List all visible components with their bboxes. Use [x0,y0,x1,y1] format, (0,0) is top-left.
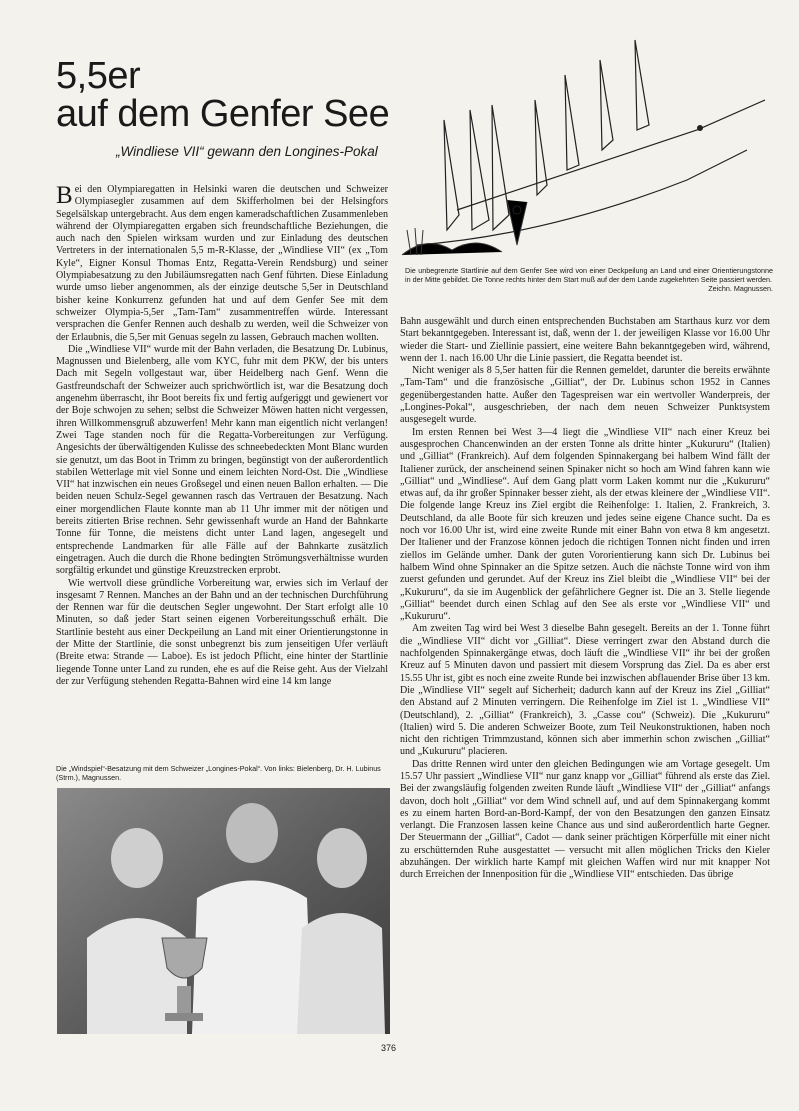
paragraph [56,184,388,344]
paragraph: Wie wertvoll diese gründliche Vorbereitung war, erwies sich im Verlauf der insgesamt 7 Rennen. Manches an der Bahn und an der technischen Durchführung der Rennen war für die deutschen Segler ungewohnt. Der Start erfolgt alle 10 Minuten, so daß jeder Start seinen eigenen Vorbereitungsschuß erhält. Die Startlinie besteht aus einer Deckpeilung an Land mit einer Orientierungstonne in der Mitte der Startlinie, die sonst unbegrenzt bis zum jenseitigen Ufer verläuft (Breite etwa: Strande — Laboe). Es ist jedoch Pflicht, eine hinter der Startlinie liegende Tonne unter Land zu runden, ehe es auf die Reise geht. Aus der Vielzahl der zur Verfügung stehenden Regatta-Bahnen wird eine 14 km lange [56,577,388,687]
paragraph: Nicht weniger als 8 5,5er hatten für die Rennen gemeldet, darunter die bereits erwähnte „Tam-Tam“ und die französische „Gilliat“, der Dr. Lubinus schon 1952 in Cannes gegenübergestanden hatte. Außer den Tagespreisen war ein wertvoller Wanderpreis, der „Longines-Pokal“, ausgeschrieben, der nach dem neuen Schweizer Punktsystem ausgesegelt wurde. [400,365,770,426]
right-column [400,316,770,882]
paragraph: Die „Windliese VII“ wurde mit der Bahn verladen, die Besatzung Dr. Lubinus, Magnussen und Bielenberg, alle vom KYC, fuhr mit dem PKW, der bis unters Dach mit Segeln vollgestaut war, über Heidelberg nach Genf. Wenn die Gastfreundschaft der Schweizer auch sprichwörtlich ist, war die Besatzung doch angenehm überrascht, ihr Boot bereits fix und fertig aufgeriggt und gewienert vor der Boje schwojen zu sehen; selbst die Schweizer Möwen hatten nicht vergessen, ihren Willkommensgruß abzuwerfen! Mehr kann man eigentlich nicht verlangen! Zwei Tage standen noch für die Regatta-Vorbereitungen zur Verfügung. Angesichts der überwältigenden Kulisse des schneebedeckten Mont Blanc wurden sie genutzt, um das Boot in Trimm zu bringen, begünstigt von der außerordentlich stabilen Wetterlage mit viel Sonne und einem leichten Nord-Ost. Die „Windliese VII“ hat inzwischen ein neues Großsegel und einen neuen Ballon erhalten. — Die beiden neuen Schulz-Segel gewannen rasch das Vertrauen der Besatzung. Nach einer morgendlichen Flaute konnte man ab 11 Uhr immer mit der nötigen und bereits zitierten Brise rechnen. Sehr gewissenhaft wurde an Hand der Bahnkarte Tonne für Tonne, die meistens dicht unter Land lagen, angesegelt und entsprechende Landmarken für alle Fälle auf der Bahnkarte zusätzlich eingetragen. Auch die durch die Rhone bedingten Strömungsverhältnisse wurden sorgfältig erkundet und günstige Kreuzstrecken erprobt. [56,343,388,577]
title-line-1: 5,5er [56,55,141,97]
paragraph: Im ersten Rennen bei West 3—4 liegt die „Windliese VII“ nach einer Kreuz bei ausgesprochen Chancenwinden an der ersten Tonne als dritte hinter „Kukururu“ (Italien) und „Gilliat“ (Frankreich). Auf dem folgenden Spinnakergang bei halbem Wind fällt der Italiener zurück, der anscheinend seinen Spinaker nicht so hoch am Wind fahren kann wie „Gilliat“ und „Windliese“. Auf dem Gang platt vorm Laken kommt nur die „Kukururu“ etwas auf, da ihr großer Spinnaker besser zieht, als der etwas kleinere der „Windliese VII“. Die folgende lange Kreuz ins Ziel ergibt die Reihenfolge: 1. Italien, 2. Frankreich, 3. Deutschland, da alle Boote für sich kreuzen und jedes seine eigene Chance sucht. Da es noch vor 16.00 Uhr ist, wird eine zweite Runde mit einer Bahn von etwa 8 km angesetzt. Der Italiener und der Franzose können jedoch die richtigen Tonnen nicht finden und irren ziellos im Gelände umher. Dank der guten Vororientierung kann sich Dr. Lubinus bei halbem Wind ohne Spinnaker an die Spitze setzen. Auch die nächste Tonne wird von ihm zuerst gefunden und gerundet. Auf der Kreuz ins Ziel bleibt die „Windliese VII“ bei der „Kukururu“, da sie im Augenblick der gefährlichere Gegner ist. Die an 3. Stelle liegende „Gilliat“ beendet durch einen Schlag auf den See als erste vor „Windliese VII“ und „Kukururu“. [400,426,770,623]
sketch-credit: Zeichn. Magnussen. [708,284,773,293]
paragraph: Das dritte Rennen wird unter den gleichen Bedingungen wie am Vortage gesegelt. Um 15.57 Uhr passiert „Windliese VII“ nur ganz knapp vor „Gilliat“ führend als erste das Ziel. Bei der zwangsläufig folgenden zweiten Runde läuft „Windliese VII“ der „Gilliat“ anfangs davon, doch holt „Gilliat“ vor dem Wind schnell auf, und auf dem Spinnakergang kommt es zu einem harten Bord-an-Bord-Kampf, der von den Besatzungen den ganzen Einsatz verlangt. Die Franzosen lassen keine Chance aus und sind außerordentlich harte Gegner. Der Steuermann der „Gilliat“, Cadot — dank seiner prächtigen Körperfülle mit einer nicht zu erschütternden Ruhe ausgestattet — versucht mit allen möglichen Tricks den Kieler abzuhängen. Der wirklich harte Kampf mit gleichen Waffen wird nur mit knapper Not durch Erreichen der Innenposition für die „Windliese VII“ entschieden. Das übrige [400,758,770,881]
regatta-sketch [397,30,769,260]
photo-caption: Die „Windspiel“-Besatzung mit dem Schweizer „Longines-Pokal“. Von links: Bielenberg, Dr. H. Lubinus (Strm.), Magnussen. [56,764,381,782]
paragraph: Am zweiten Tag wird bei West 3 dieselbe Bahn gesegelt. Bereits an der 1. Tonne führt die „Windliese VII“ dicht vor „Gilliat“. Diese verringert zwar den Abstand durch die nachfolgenden Spinnakergänge etwas, doch läuft die „Windliese VII“ ihr bei der großen Kreuz auf 5 Minuten davon und passiert mit diesem Vorsprung das Ziel. Da es aber erst 15.55 Uhr ist, gibt es noch eine zweite Runde bei inzwischen abflauender Brise über 13 km. Die „Windliese VII“ segelt auf Sicherheit; dadurch kann auf der Kreuz ins Ziel „Gilliat“ den Abstand auf 2 Minuten verringern. Die Reihenfolge im Ziel ist 1. „Windliese VII“ (Deutschland), 2. „Gilliat“ (Frankreich), 3. „Casse cou“ (Schweiz). Die „Kukururu“ (Italien) wird 5. Die anderen Schweizer Boote, zum Teil Neukonstruktionen, haben noch nicht den richtigen Trimmzustand, können sich aber immerhin schon zwischen „Gilliat“ und „Kukururu“ placieren. [400,623,770,758]
sketch-caption [405,266,773,293]
crew-photo [57,788,390,1034]
paragraph-text: ei den Olympiaregatten in Helsinki waren die deutschen und Schweizer Olympiasegler zusammen auf dem Skifferholmen bei der Helsingfors Segelsälskap untergebracht. Aus dem engen kameradschaftlichen Zusammenleben während der Olympiaregatten ergaben sich freundschaftliche Beziehungen, die auch nach den Spielen wirksam wurden und zur Einladung des deutschen Vertreters in der internationalen 5,5 m-R-Klasse, der „Windliese VII“ (ex „Tom Kyle“, Eigner Konsul Thomas Entz, Regatta-Verein Rendsburg) und seiner Olympiabesatzung zu den Jubiläumsregatten nach Genf führten. Diese Einladung wurde umso lieber angenommen, als der einzige deutsche 5,5er in Deutschland bisher keine Konkurrenz gefunden hat und auf dem Genfer See mit dem schweizer Olympia-5,5er „Tam-Tam“ zusammentreffen würde. Interessant versprachen die Genfer Rennen auch deshalb zu werden, weil die Schweizer von der Erlaubnis, die 5,5er mit Genuas segeln zu lassen, Gebrauch machen wollten. [56,184,388,343]
paragraph: Bahn ausgewählt und durch einen entsprechenden Buchstaben am Starthaus kurz vor dem Start bekanntgegeben. Interessant ist, daß, wenn der 1. der jeweiligen Klasse vor 16.00 Uhr wieder die Start- und Ziellinie passiert, eine weitere Bahn bekanntgegeben wird, während, wenn der 1. nach 16.00 Uhr die Linie passiert, die Regatta beendet ist. [400,316,770,364]
page-number: 376 [381,1043,397,1053]
title-line-2: auf dem Genfer See [56,93,390,135]
sailboats-drawing [397,30,769,260]
article-subtitle: „Windliese VII“ gewann den Longines-Pokal [116,144,378,159]
sketch-caption-text: Die unbegrenzte Startlinie auf dem Genfer See wird von einer Deckpeilung an Land und einer Orientierungstonne in der Mitte gebildet. Die Tonne rechts hinter dem Start muß auf der dem Lande zugekehrten Seite passiert werden. [405,266,773,284]
drop-cap: B [56,182,73,209]
left-column [56,184,388,688]
crew-photo-illustration [57,788,390,1034]
article-title [56,57,396,133]
